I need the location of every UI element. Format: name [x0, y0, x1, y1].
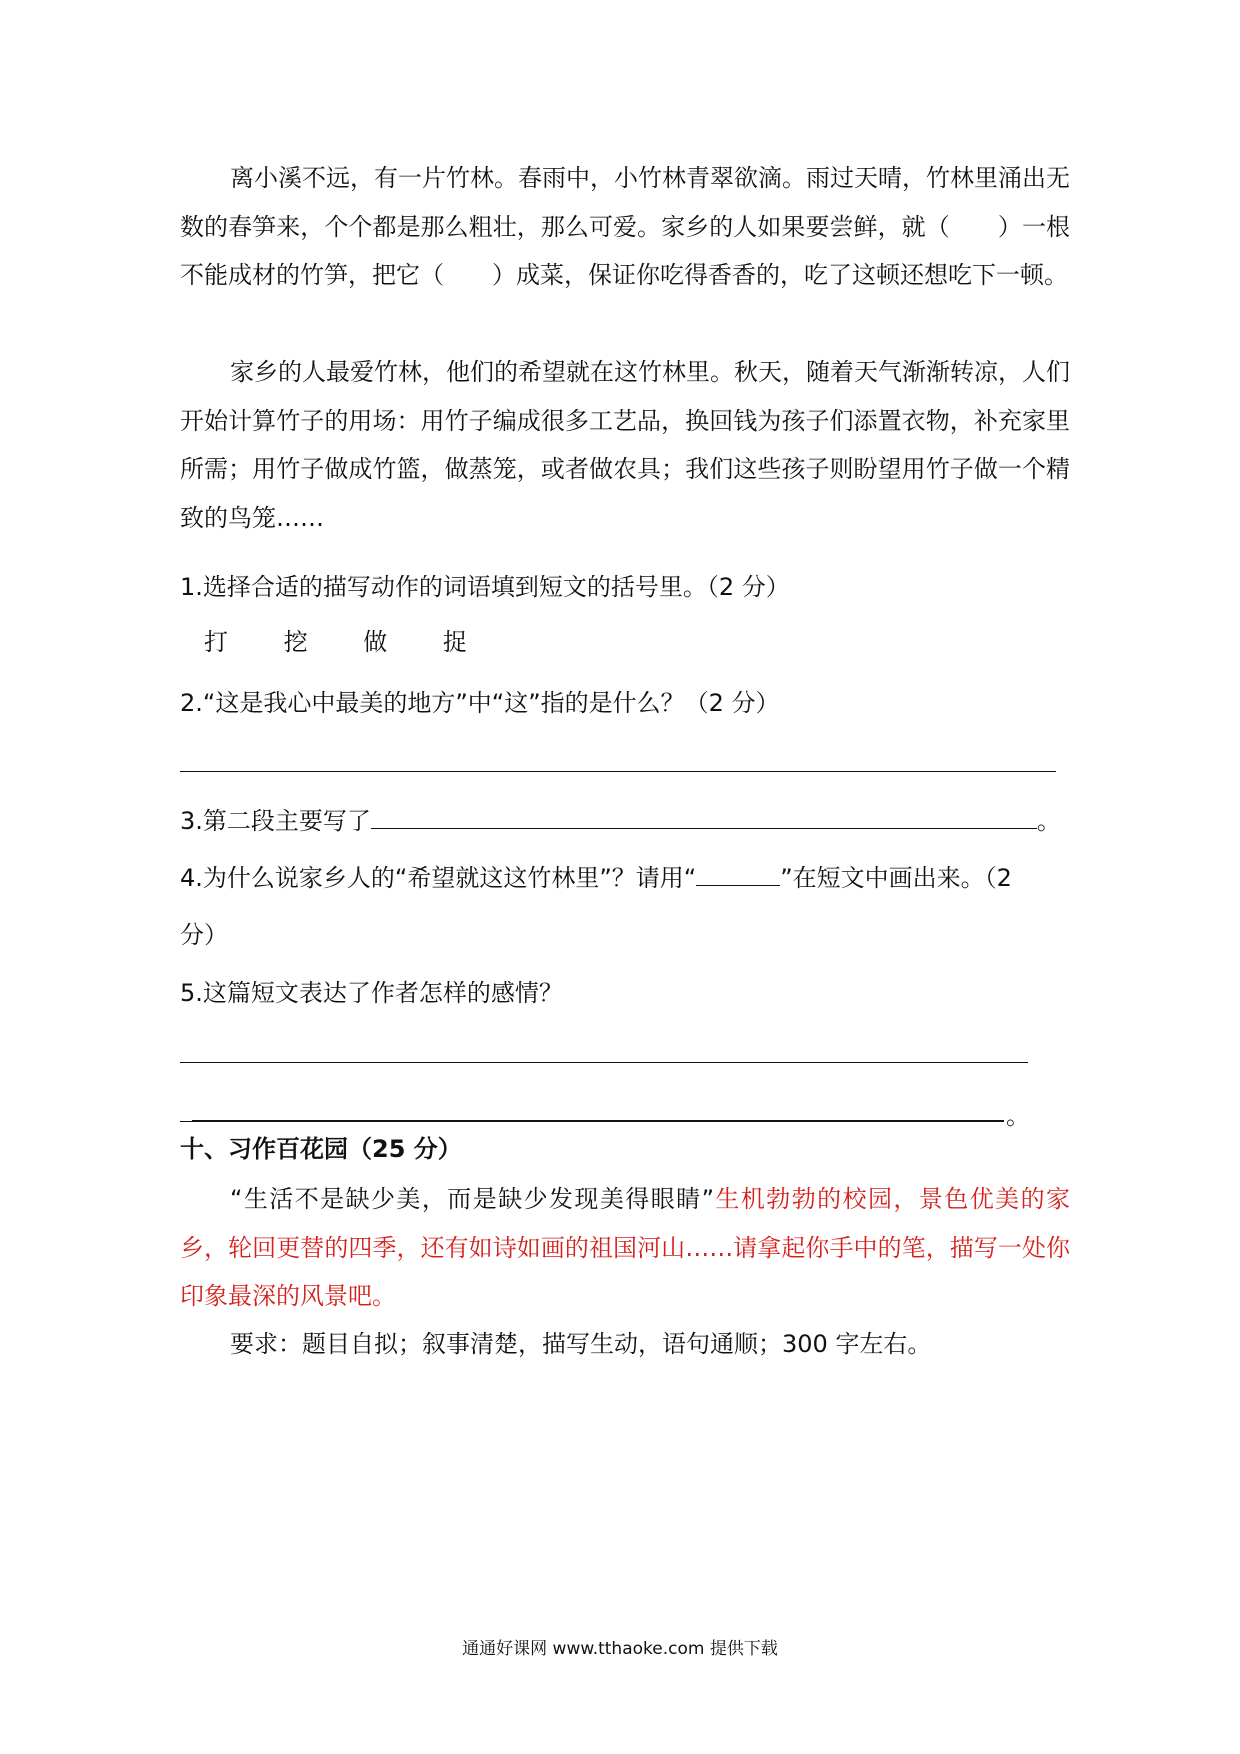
word-option: 做	[363, 628, 388, 656]
question-3: 3.第二段主要写了 。	[180, 807, 1061, 835]
question-5-answer-line-2[interactable]	[192, 1120, 1004, 1122]
question-5-end-mark: 。	[1006, 1102, 1030, 1130]
word-option: 挖	[283, 628, 308, 656]
word-option: 打	[204, 628, 228, 656]
section-10-heading: 十、习作百花园（25 分）	[180, 1135, 462, 1163]
question-4-continued: 分）	[180, 921, 228, 949]
passage-paragraph-2: 家乡的人最爱竹林，他们的希望就在这竹林里。秋天，随着天气渐渐转凉，人们开始计算竹子的用场：用竹子编成很多工艺品，换回钱为孩子们添置衣物，补充家里所需；用竹子做成竹篮，做蒸笼，或者做农具；我们这些孩子则盼望用竹子做一个精致的鸟笼……	[180, 358, 1070, 532]
question-2: 2.“这是我心中最美的地方”中“这”指的是什么？（2 分）	[180, 689, 780, 717]
passage-paragraph-1: 离小溪不远，有一片竹林。春雨中，小竹林青翠欲滴。雨过天晴，竹林里涌出无数的春笋来，个个都是那么粗壮，那么可爱。家乡的人如果要尝鲜，就（ ）一根不能成材的竹笋，把它（ ）成菜，保证你吃得香香的，吃了这顿还想吃下一顿。	[180, 164, 1070, 289]
underline-sample	[696, 863, 780, 886]
composition-prompt-highlight: 生机勃勃的校园，景色优美的家乡，轮回更替的四季，还有如诗如画的祖国河山……请拿起你手中的笔，描写一处你印象最深的风景吧。	[180, 1185, 1070, 1310]
word-option: 捉	[442, 628, 467, 656]
question-5-answer-line-2-start[interactable]	[180, 1121, 192, 1122]
question-2-answer-line[interactable]	[180, 771, 1056, 772]
composition-requirement: 要求：题目自拟；叙事清楚，描写生动，语句通顺；300 字左右。	[230, 1330, 932, 1358]
question-5-answer-line-1[interactable]	[180, 1062, 1028, 1063]
question-5: 5.这篇短文表达了作者怎样的感情？	[180, 979, 563, 1007]
composition-prompt: “生活不是缺少美，而是缺少发现美得眼睛”生机勃勃的校园，景色优美的家乡，轮回更替的四季，还有如诗如画的祖国河山……请拿起你手中的笔，描写一处你印象最深的风景吧。	[180, 1185, 1070, 1310]
question-3-answer-line[interactable]	[371, 806, 1037, 829]
question-1-word-bank	[204, 626, 515, 658]
question-4: 4.为什么说家乡人的“希望就这这竹林里”？请用“ ”在短文中画出来。（2	[180, 864, 1012, 892]
page-footer: 通通好课网 www.tthaoke.com 提供下载	[462, 1639, 778, 1659]
question-1: 1.选择合适的描写动作的词语填到短文的括号里。（2 分）	[180, 573, 790, 601]
